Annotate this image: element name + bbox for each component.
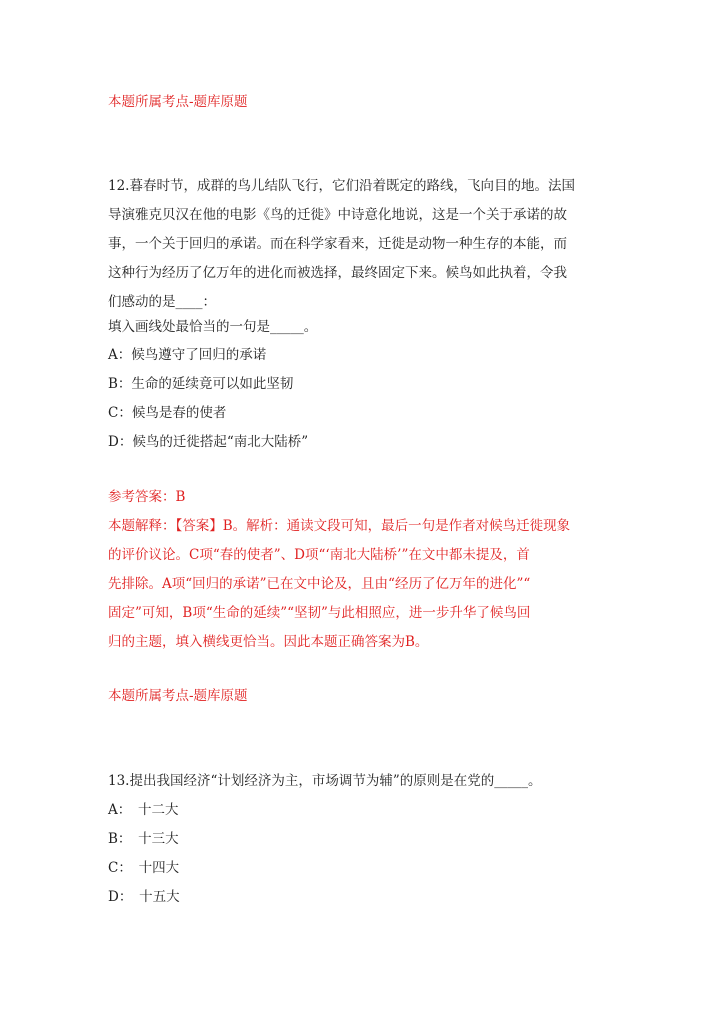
q12-explanation-line-3: 先排除。A项“回归的承诺”已在文中论及，且由“经历了亿万年的进化”“ bbox=[108, 576, 531, 592]
q12-stem-line-1: 12.暮春时节，成群的鸟儿结队飞行，它们沿着既定的路线，飞向目的地。法国 bbox=[108, 178, 575, 194]
q13-option-c: C： 十四大 bbox=[108, 860, 180, 876]
q12-option-c: C：候鸟是春的使者 bbox=[108, 405, 227, 421]
q12-option-d: D：候鸟的迁徙搭起“南北大陆桥” bbox=[108, 434, 309, 450]
q12-option-a: A：候鸟遵守了回归的承诺 bbox=[108, 347, 267, 363]
q13-option-d: D： 十五大 bbox=[108, 889, 180, 905]
q13-option-b: B： 十三大 bbox=[108, 831, 179, 847]
q12-stem-line-3: 事，一个关于回归的承诺。而在科学家看来，迁徙是动物一种生存的本能，而 bbox=[108, 236, 567, 252]
q12-answer: 参考答案：B bbox=[108, 489, 186, 505]
q12-explanation-line-4: 固定”可知，B项“生命的延续”“坚韧”与此相照应，进一步升华了候鸟回 bbox=[108, 605, 531, 621]
q12-stem-line-4: 这种行为经历了亿万年的进化而被选择，最终固定下来。候鸟如此执着，令我 bbox=[108, 265, 567, 281]
q12-prompt: 填入画线处最恰当的一句是_____。 bbox=[108, 319, 318, 335]
q12-stem-line-2: 导演雅克贝汉在他的电影《鸟的迁徙》中诗意化地说，这是一个关于承诺的故 bbox=[108, 207, 567, 223]
section-label-bottom: 本题所属考点-题库原题 bbox=[108, 688, 248, 704]
q12-explanation-line-5: 归的主题，填入横线更恰当。因此本题正确答案为B。 bbox=[108, 634, 429, 650]
q13-stem: 13.提出我国经济“计划经济为主，市场调节为辅”的原则是在党的_____。 bbox=[108, 773, 542, 789]
q12-stem-line-5: 们感动的是____： bbox=[108, 294, 216, 310]
q12-explanation-line-2: 的评价议论。C项“春的使者”、D项“‘南北大陆桥’”在文中都未提及，首 bbox=[108, 547, 530, 563]
q12-explanation-line-1: 本题解释：【答案】B。解析：通读文段可知，最后一句是作者对候鸟迁徙现象 bbox=[108, 518, 571, 534]
q13-option-a: A： 十二大 bbox=[108, 802, 179, 818]
q12-option-b: B：生命的延续竟可以如此坚韧 bbox=[108, 376, 294, 392]
section-label-top: 本题所属考点-题库原题 bbox=[108, 94, 248, 110]
